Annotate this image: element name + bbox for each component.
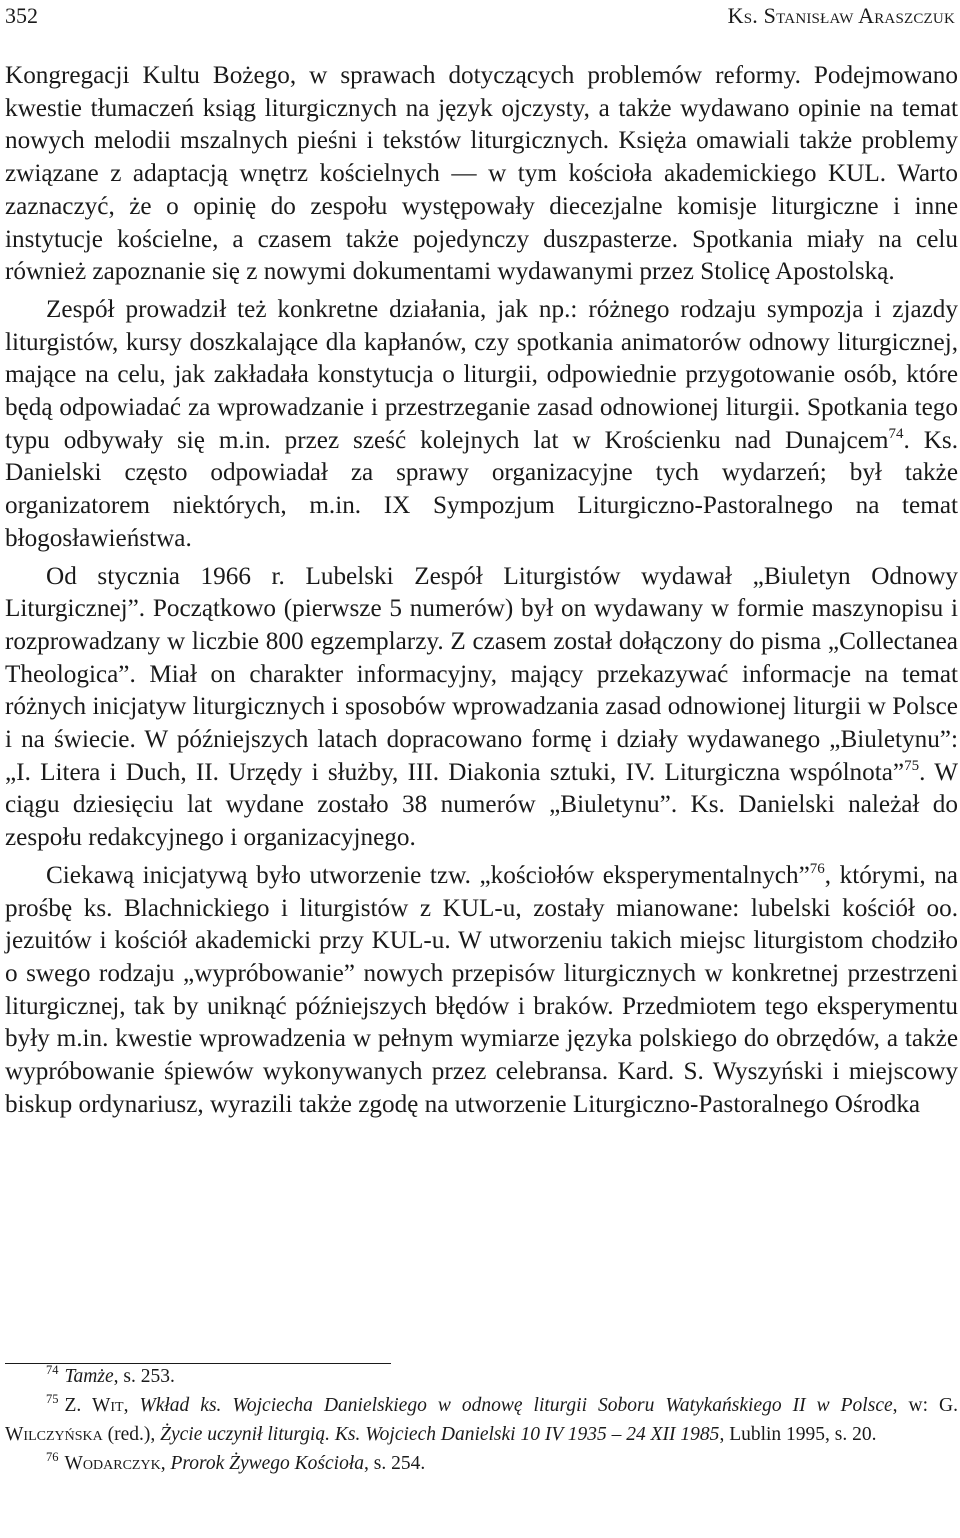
paragraph-text: Zespół prowadził też konkretne działania, jak np.: różnego rodzaju sympozja i zjazdy liturgistów, kursy doszkalające dla kapłanów, czy spotkania animatorów odnowy liturgicznej, mające na celu, jak zakładała konstytucja o liturgii, odpowiednie przygotowanie osób, które będą odpowiadać za wprowadzanie i przestrzeganie zasad odnowionej liturgii. Spotkania tego typu odbywały się m.in. przez sześć kolejnych lat w Krościenku nad Dunajcem	[5, 295, 958, 454]
footnotes	[5, 1362, 958, 1478]
page-number: 352	[5, 3, 38, 28]
footnote-reference-74: 74	[888, 425, 904, 442]
paragraph-3	[5, 561, 958, 855]
footnote-number: 74	[46, 1363, 59, 1377]
footnote-editor: G. Wilczyńska	[5, 1395, 959, 1445]
footnote-author: Wodarczyk	[64, 1453, 161, 1474]
paragraph-text: Od stycznia 1966 r. Lubelski Zespół Liturgistów wydawał „Biuletyn Odnowy Liturgicznej”. Początkowo (pierwsze 5 numerów) był on wydawany w formie maszynopisu i rozprowadzany w liczbie 800 egzemplarzy. Z czasem został dołączony do pisma „Collectanea Theologica”. Miał on charakter informacyjny, mający przekazywać informacje na temat różnych inicjatyw liturgicznych i sposobów wprowadzania zasad odnowionej liturgii w Polsce i na świecie. W późniejszych latach dopracowano formę i działy wydawanego „Biuletynu”: „I. Litera i Duch, II. Urzędy i służby, III. Diakonia sztuki, IV. Liturgiczna wspólnota”	[5, 562, 958, 786]
paragraph-1	[5, 60, 958, 289]
body-text	[5, 60, 958, 1122]
footnote-title: Wkład ks. Wojciecha Danielskiego w odnowę liturgii Soboru Watykańskiego II w Polsce	[139, 1395, 893, 1416]
footnote-title: Prorok Żywego Kościoła	[170, 1453, 364, 1474]
footnote-reference-75: 75	[904, 757, 920, 774]
footnote-number: 76	[46, 1450, 59, 1464]
footnote-74	[5, 1362, 958, 1391]
paragraph-text: . W ciągu dziesięciu lat wydane zostało 38 numerów „Biuletynu”. Ks. Danielski należał do zespołu redakcyjnego i organizacyjnego.	[5, 758, 958, 852]
footnote-text: , s. 254.	[363, 1453, 426, 1474]
footnote-75	[5, 1391, 958, 1449]
paragraph-text: , którymi, na prośbę ks. Blachnickiego i liturgistów z KUL-u, zostały mianowane: lubelski kościół oo. jezuitów i kościół akademicki przy KUL-u. W utworzeniu takich miejsc liturgistom chodziło o swego rodzaju „wypróbowanie” nowych przepisów liturgicznych w konkretnej przestrzeni liturgicznej, tak by uniknąć późniejszych błędów i braków. Przedmiotem tego eksperymentu były m.in. kwestie wprowadzenia w pełnym wymiarze języka polskiego do obrzędów, a także wypróbowanie śpiewów wykonywanych przez celebransa. Kard. S. Wyszyński i miejscowy biskup ordynariusz, wyrazili także zgodę na utworzenie Liturgiczno-Pastoralnego Ośrodka	[5, 861, 958, 1118]
footnote-76	[5, 1449, 958, 1478]
footnote-text: , Lublin 1995, s. 20.	[719, 1424, 877, 1445]
footnote-text: , w:	[892, 1395, 940, 1416]
footnote-text: , s. 253.	[113, 1366, 175, 1387]
running-title: Ks. Stanisław Araszczuk	[727, 3, 955, 28]
paragraph-2	[5, 294, 958, 556]
paragraph-text: . Ks. Danielski często odpowiadał za sprawy organizacyjne tych wydarzeń; był także organizatorem niektórych, m.in. IX Sympozjum Liturgiczno-Pastoralnego na temat błogosławieństwa.	[5, 426, 958, 552]
paragraph-text: Kongregacji Kultu Bożego, w sprawach dotyczących problemów reformy. Podejmowano kwestie tłumaczeń ksiąg liturgicznych na język ojczysty, a także wydawano opinie na temat nowych melodii mszalnych pieśni i tekstów liturgicznych. Księża omawiali także problemy związane z adaptacją wnętrz kościelnych — w tym kościoła akademickiego KUL. Warto zaznaczyć, że o opinię do zespołu występowały diecezjalne komisje liturgiczne i inne instytucje kościelne, a czasem także pojedynczy duszpasterze. Spotkania miały na celu również zapoznanie się z nowymi dokumentami wydawanymi przez Stolicę Apostolską.	[5, 62, 958, 286]
footnote-text: ,	[160, 1453, 171, 1474]
paragraph-4	[5, 860, 958, 1122]
footnote-number: 75	[46, 1392, 59, 1406]
footnote-reference-76: 76	[809, 860, 825, 877]
running-header	[5, 2, 955, 34]
footnote-title: Życie uczynił liturgią. Ks. Wojciech Danielski 10 IV 1935 – 24 XII 1985	[160, 1424, 720, 1445]
footnote-text: ,	[123, 1395, 140, 1416]
paragraph-text: Ciekawą inicjatywą było utworzenie tzw. „kościołów eksperymentalnych”	[46, 861, 810, 889]
footnote-text: Tamże	[64, 1366, 114, 1387]
footnote-author: Z. Wit	[64, 1395, 124, 1416]
footnote-text: (red.),	[102, 1424, 161, 1445]
